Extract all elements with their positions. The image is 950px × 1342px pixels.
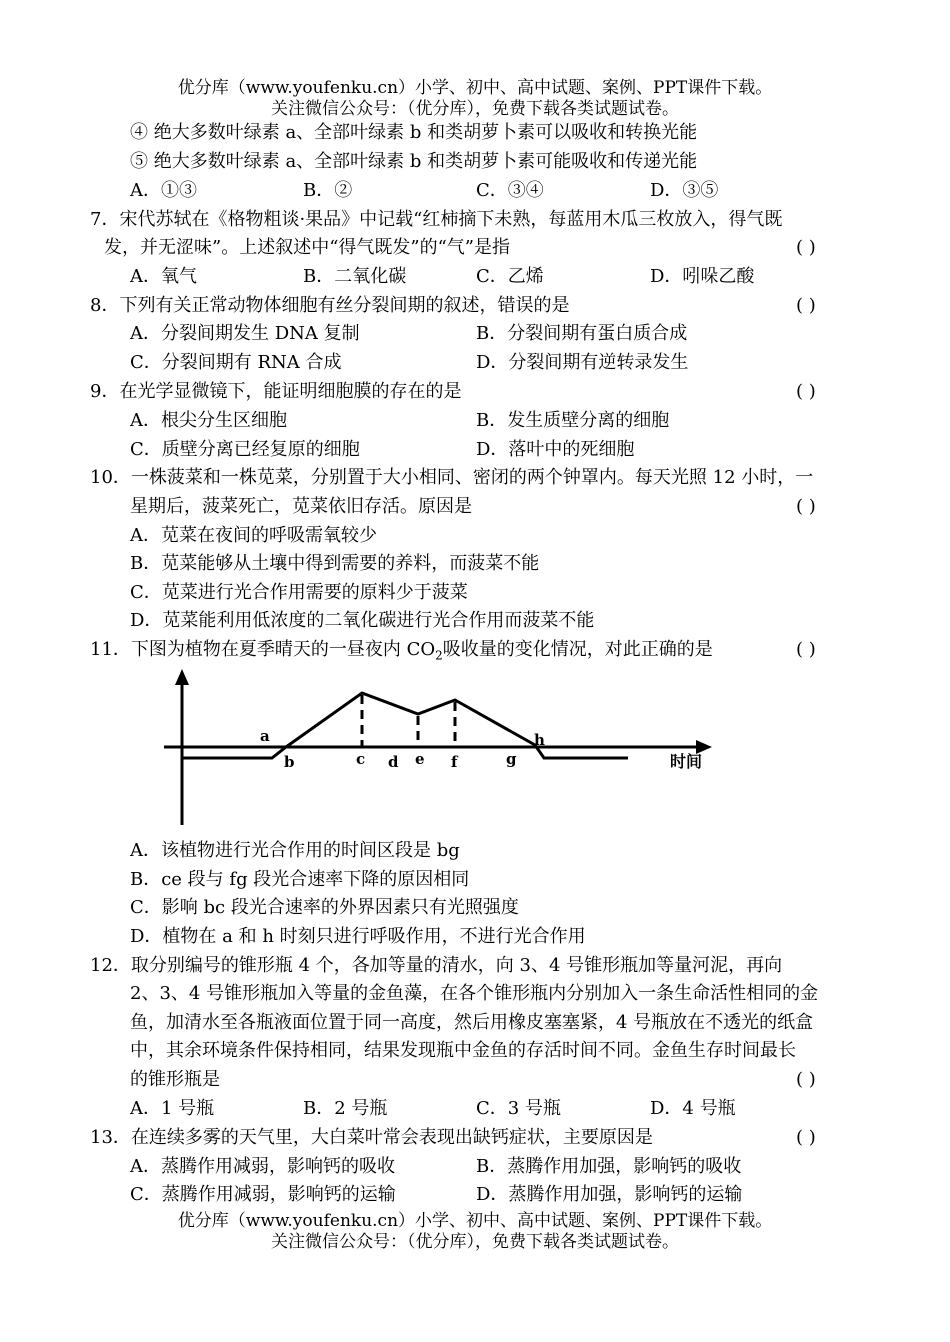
q12-option-c: C．3 号瓶 <box>476 1098 561 1119</box>
label-d: d <box>388 753 399 771</box>
q11-option-b: B．ce 段与 fg 段光合速率下降的原因相同 <box>130 869 470 890</box>
q12-stem-line-3: 鱼，加清水至各瓶液面位置于同一高度，然后用橡皮塞塞紧，4 号瓶放在不透光的纸盒 <box>130 1012 814 1033</box>
q11-option-c: C．影响 bc 段光合速率的外界因素只有光照强度 <box>130 897 519 918</box>
q6-option-c: C．③④ <box>476 180 544 201</box>
q10-stem-line-1: 10．一株菠菜和一株苋菜，分别置于大小相同、密闭的两个钟罩内。每天光照 12 小时，一 <box>90 467 814 488</box>
q13-option-c: C．蒸腾作用减弱，影响钙的运输 <box>130 1184 396 1205</box>
q11-option-d: D．植物在 a 和 h 时刻只进行呼吸作用，不进行光合作用 <box>130 926 586 947</box>
label-c: c <box>356 750 366 768</box>
q12-stem-line-1: 12．取分别编号的锥形瓶 4 个，各加等量的清水，向 3、4 号锥形瓶加等量河泥，再向 <box>90 955 783 976</box>
header-line-2: 关注微信公众号：（优分库），免费下载各类试题试卷。 <box>271 99 679 119</box>
q9-option-a: A．根尖分生区细胞 <box>130 410 287 431</box>
q10-option-a: A．苋菜在夜间的呼吸需氧较少 <box>130 525 377 546</box>
q8-option-c: C．分裂间期有 RNA 合成 <box>130 352 342 373</box>
q12-stem-line-4: 中，其余环境条件保持相同，结果发现瓶中金鱼的存活时间不同。金鱼生存时间最长 <box>130 1040 796 1061</box>
label-b: b <box>284 753 295 771</box>
q6-item-5: ⑤ 绝大多数叶绿素 a、全部叶绿素 b 和类胡萝卜素可能吸收和传递光能 <box>130 151 698 172</box>
header-line-1: 优分库（www.youfenku.cn）小学、初中、高中试题、案例、PPT课件下载。 <box>177 78 773 98</box>
q11-answer-bracket: ( ) <box>796 639 816 660</box>
q12-option-b: B．2 号瓶 <box>303 1098 388 1119</box>
q10-option-d: D．苋菜能利用低浓度的二氧化碳进行光合作用而菠菜不能 <box>130 610 595 631</box>
q8-answer-bracket: ( ) <box>796 295 816 316</box>
label-f: f <box>451 753 458 771</box>
y-axis-arrow <box>175 669 189 685</box>
q12-stem-line-5: 的锥形瓶是 <box>130 1069 220 1090</box>
q13-stem: 13．在连续多雾的天气里，大白菜叶常会表现出缺钙症状，主要原因是 <box>90 1127 653 1148</box>
q12-option-a: A．1 号瓶 <box>130 1098 215 1119</box>
q10-option-c: C．苋菜进行光合作用需要的原料少于菠菜 <box>130 582 468 603</box>
q11-stem-subscript: 2 <box>435 648 443 663</box>
q12-answer-bracket: ( ) <box>796 1069 816 1090</box>
q11-stem <box>90 637 713 669</box>
q8-option-a: A．分裂间期发生 DNA 复制 <box>130 323 360 344</box>
q11-stem-part-1: 11．下图为植物在夏季晴天的一昼夜内 CO <box>90 639 436 660</box>
q12-option-d: D．4 号瓶 <box>650 1098 736 1119</box>
q13-answer-bracket: ( ) <box>796 1127 816 1148</box>
q6-item-4: ④ 绝大多数叶绿素 a、全部叶绿素 b 和类胡萝卜素可以吸收和转换光能 <box>130 122 698 143</box>
q9-stem: 9．在光学显微镜下，能证明细胞膜的存在的是 <box>90 381 462 402</box>
q7-stem-line-2: 发，并无涩味”。上述叙述中“得气既发”的“气”是指 <box>104 237 511 258</box>
q7-option-a: A．氧气 <box>130 266 197 287</box>
q9-option-c: C．质壁分离已经复原的细胞 <box>130 439 360 460</box>
q13-option-d: D．蒸腾作用加强，影响钙的运输 <box>476 1184 743 1205</box>
q7-stem-line-1: 7．宋代苏轼在《格物粗谈·果品》中记载“红柿摘下未熟，每蓝用木瓜三枚放入，得气既 <box>90 209 783 230</box>
label-h: h <box>534 731 545 749</box>
q6-option-b: B．② <box>303 180 353 201</box>
q8-stem: 8．下列有关正常动物体细胞有丝分裂间期的叙述，错误的是 <box>90 295 570 316</box>
q8-option-b: B．分裂间期有蛋白质合成 <box>476 323 688 344</box>
q12-stem-line-2: 2、3、4 号锥形瓶加入等量的金鱼藻，在各个锥形瓶内分别加入一条生命活性相同的金 <box>130 983 819 1004</box>
q11-option-a: A．该植物进行光合作用的时间区段是 bg <box>130 840 460 861</box>
footer-line-1: 优分库（www.youfenku.cn）小学、初中、高中试题、案例、PPT课件下载。 <box>177 1211 773 1231</box>
q7-answer-bracket: ( ) <box>796 237 816 258</box>
q13-option-a: A．蒸腾作用减弱，影响钙的吸收 <box>130 1156 395 1177</box>
q9-option-d: D．落叶中的死细胞 <box>476 439 635 460</box>
x-axis-label: 时间 <box>670 752 703 771</box>
footer-line-2: 关注微信公众号：（优分库），免费下载各类试题试卷。 <box>271 1232 679 1252</box>
q10-answer-bracket: ( ) <box>796 496 816 517</box>
q7-option-d: D．吲哚乙酸 <box>650 266 755 287</box>
label-e: e <box>415 750 425 768</box>
q6-option-d: D．③⑤ <box>650 180 719 201</box>
q9-option-b: B．发生质壁分离的细胞 <box>476 410 670 431</box>
q13-option-b: B．蒸腾作用加强，影响钙的吸收 <box>476 1156 742 1177</box>
co2-absorption-graph <box>150 665 720 830</box>
q7-option-b: B．二氧化碳 <box>303 266 407 287</box>
q10-stem-line-2: 星期后，菠菜死亡，苋菜依旧存活。原因是 <box>130 496 472 517</box>
q8-option-d: D．分裂间期有逆转录发生 <box>476 352 689 373</box>
q11-stem-part-2: 吸收量的变化情况，对此正确的是 <box>442 639 713 660</box>
q9-answer-bracket: ( ) <box>796 381 816 402</box>
q7-option-c: C．乙烯 <box>476 266 544 287</box>
label-g: g <box>506 750 517 768</box>
q10-option-b: B．苋菜能够从土壤中得到需要的养料，而菠菜不能 <box>130 553 540 574</box>
label-a: a <box>260 727 270 745</box>
q6-option-a: A．①③ <box>130 180 197 201</box>
